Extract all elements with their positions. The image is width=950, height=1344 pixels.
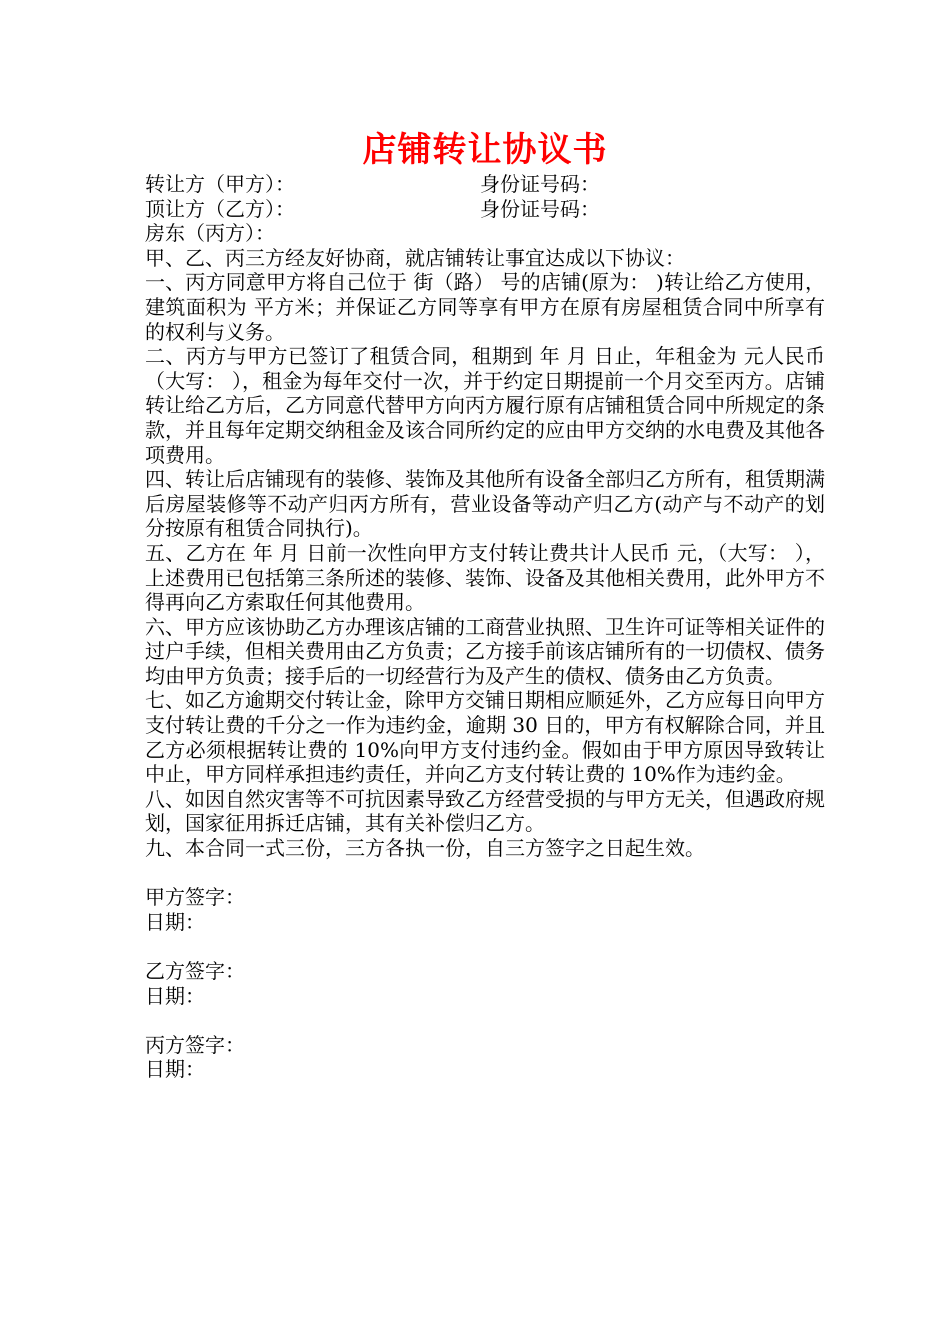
clause-2: 二、丙方与甲方已签订了租赁合同，租期到 年 月 日止，年租金为 元人民币（大写： ），租金为每年交付一次，并于约定日期提前一个月交至丙方。店铺转让给乙方后，乙方同意代替甲方向丙方履行原有店铺租赁合同中所规定的条款，并且每年定期交纳租金及该合同所约定的应由甲方交纳的水电费及其他各项费用。 [145,344,825,467]
clause-5: 五、乙方在 年 月 日前一次性向甲方支付转让费共计人民币 元，（大写： ），上述费用已包括第三条所述的装修、装饰、设备及其他相关费用，此外甲方不得再向乙方索取任何其他费用。 [145,540,825,615]
transferee-label: 顶让方（乙方）： [145,196,295,221]
landlord-label: 房东（丙方）： [145,221,275,246]
party-c-signature: 丙方签字： [145,1032,245,1057]
spacer [145,1008,825,1033]
clause-1: 一、丙方同意甲方将自己位于 街（路） 号的店铺(原为： )转让给乙方使用，建筑面积为 平方米；并保证乙方同等享有甲方在原有房屋租赁合同中所享有的权利与义务。 [145,270,825,344]
party-a-date: 日期： [145,909,205,934]
clause-9: 九、本合同一式三份，三方各执一份，自三方签字之日起生效。 [145,836,705,861]
clause-8: 八、如因自然灾害等不可抗因素导致乙方经营受损的与甲方无关，但遇政府规划，国家征用拆迁店铺，其有关补偿归乙方。 [145,786,825,836]
party-b-date: 日期： [145,983,205,1008]
clause-6: 六、甲方应该协助乙方办理该店铺的工商营业执照、卫生许可证等相关证件的过户手续，但相关费用由乙方负责；乙方接手前该店铺所有的一切债权、债务均由甲方负责；接手后的一切经营行为及产生的债权、债务由乙方负责。 [145,614,825,688]
party-a-signature: 甲方签字： [145,885,245,910]
clause-7: 七、如乙方逾期交付转让金，除甲方交铺日期相应顺延外，乙方应每日向甲方支付转让费的千分之一作为违约金，逾期 30 日的，甲方有权解除合同，并且乙方必须根据转让费的 10%向甲方支付违约金。假如由于甲方原因导致转让中止，甲方同样承担违约责任，并向乙方支付转让费的 10%作为违约金。 [145,688,825,787]
clause-intro: 甲、乙、丙三方经友好协商，就店铺转让事宜达成以下协议： [145,245,685,270]
transferor-id-label: 身份证号码： [480,172,600,196]
spacer [145,861,825,886]
clause-4: 四、转让后店铺现有的装修、装饰及其他所有设备全部归乙方所有，租赁期满后房屋装修等不动产归丙方所有，营业设备等动产归乙方(动产与不动产的划分按原有租赁合同执行)。 [145,467,825,541]
document-title: 店铺转让协议书 [362,130,608,170]
transferor-label: 转让方（甲方）： [145,172,295,196]
transferee-row [145,197,825,222]
party-c-date: 日期： [145,1057,205,1082]
document-page [145,128,825,1082]
spacer [145,934,825,959]
transferee-id-label: 身份证号码： [480,196,600,221]
transferor-row [145,172,825,197]
party-b-signature: 乙方签字： [145,959,245,983]
